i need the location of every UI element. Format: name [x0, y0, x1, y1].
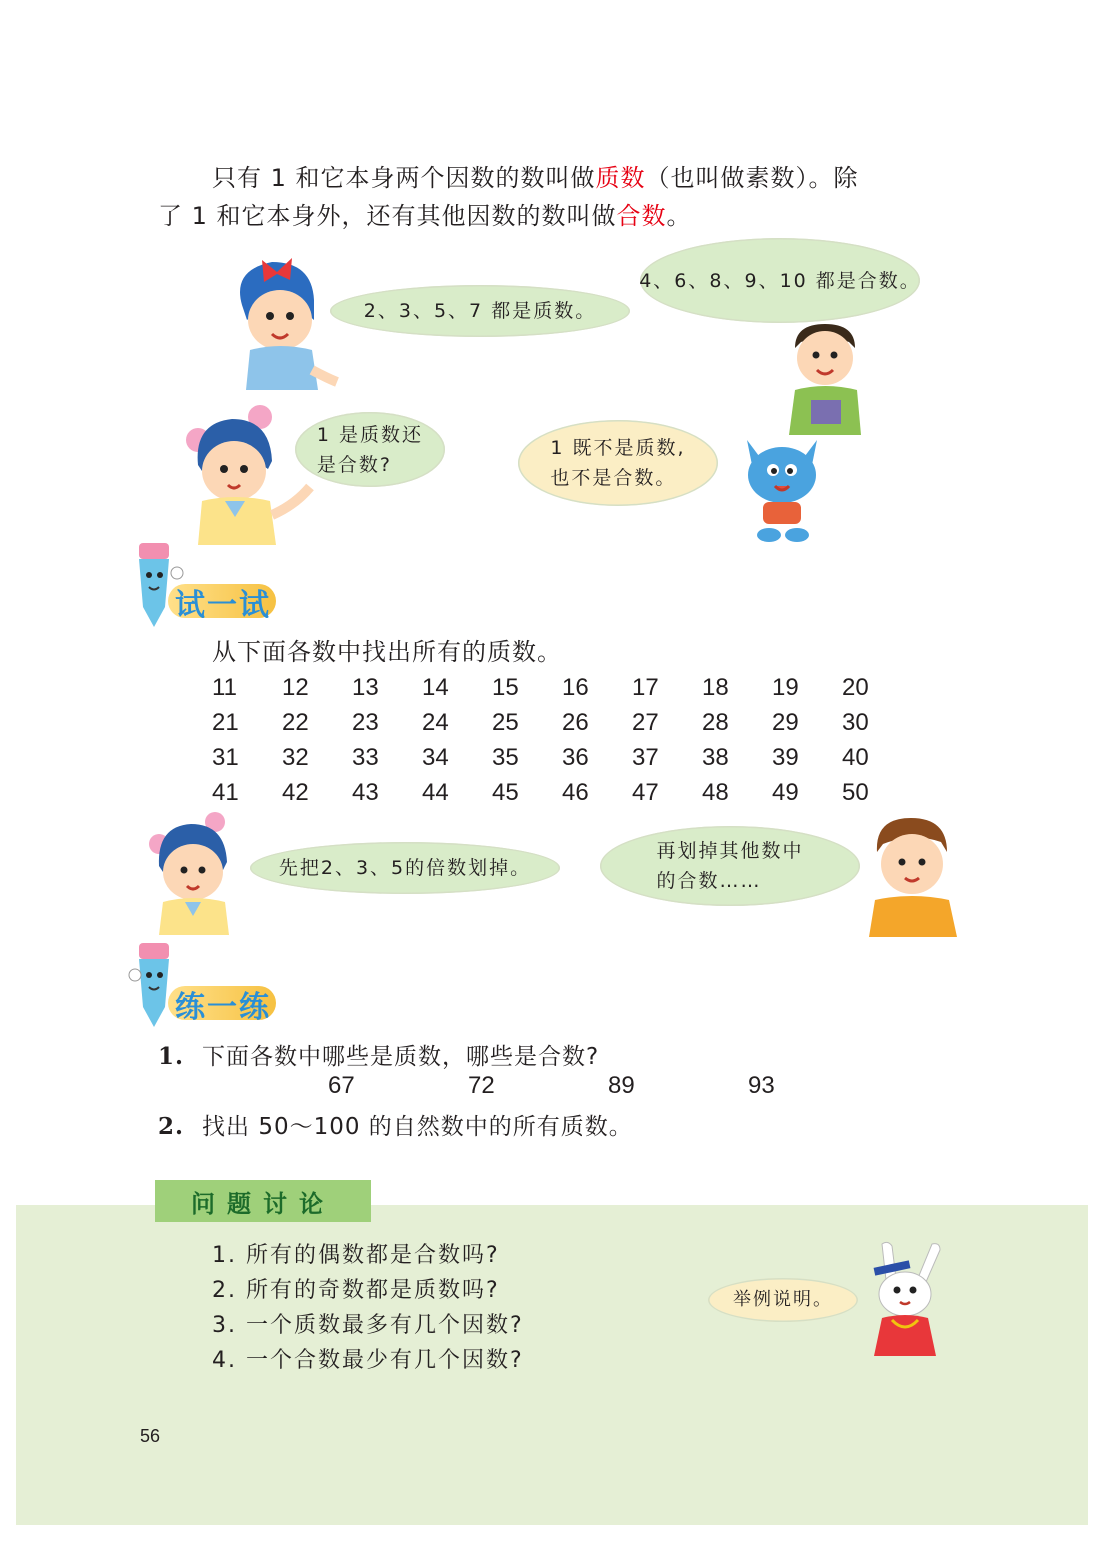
boy-illustration: [785, 320, 865, 435]
term-prime: 质数: [595, 164, 646, 192]
discussion-item: 3. 一个质数最多有几个因数?: [212, 1313, 524, 1338]
number-cell: 45: [492, 778, 519, 806]
number-cell: 37: [632, 743, 659, 771]
bubble-text: 举例说明。: [733, 1289, 833, 1310]
intro-text: 。: [666, 202, 692, 230]
number-grid-row: [212, 740, 912, 775]
number-grid-row: [212, 775, 912, 810]
number-cell: 29: [772, 708, 799, 736]
try-it-title: 试一试: [175, 588, 271, 623]
number-cell: 32: [282, 743, 309, 771]
value-item: 93: [748, 1072, 775, 1099]
number-cell: 27: [632, 708, 659, 736]
bubble-text: 也不是合数。: [550, 467, 677, 489]
page-number: 56: [140, 1426, 161, 1446]
number-cell: 24: [422, 708, 449, 736]
number-cell: 47: [632, 778, 659, 806]
number-cell: 23: [352, 708, 379, 736]
number-cell: 49: [772, 778, 799, 806]
intro-line-2: [158, 196, 692, 236]
number-cell: 38: [702, 743, 729, 771]
exercise-text: 下面各数中哪些是质数，哪些是合数?: [202, 1044, 600, 1070]
bubble-text: 2、3、5、7 都是质数。: [363, 300, 597, 322]
bubble-text: 的合数……: [656, 870, 762, 892]
term-composite: 合数: [616, 202, 667, 230]
discussion-item: 1. 所有的偶数都是合数吗?: [212, 1243, 500, 1268]
number-cell: 16: [562, 673, 589, 701]
bubble-text: 1 既不是质数,: [550, 437, 686, 459]
number-cell: 22: [282, 708, 309, 736]
bubble-text: 1 是质数还: [316, 423, 424, 446]
number-cell: 25: [492, 708, 519, 736]
bubble-text: 4、6、8、9、10 都是合数。: [639, 269, 921, 292]
number-cell: 15: [492, 673, 519, 701]
number-cell: 18: [702, 673, 729, 701]
number-cell: 31: [212, 743, 239, 771]
number-cell: 13: [352, 673, 379, 701]
intro-text: 只有 1 和它本身两个因数的数叫做: [212, 164, 596, 192]
exercise-number: 2.: [158, 1113, 185, 1140]
discussion-item: 4. 一个合数最少有几个因数?: [212, 1348, 524, 1373]
speech-bubble-composites: [640, 238, 920, 323]
number-cell: 46: [562, 778, 589, 806]
number-cell: 19: [772, 673, 799, 701]
number-cell: 36: [562, 743, 589, 771]
boy-illustration: [865, 812, 960, 937]
number-cell: 42: [282, 778, 309, 806]
number-cell: 48: [702, 778, 729, 806]
girl-illustration: [222, 250, 342, 390]
number-cell: 33: [352, 743, 379, 771]
number-cell: 30: [842, 708, 869, 736]
practice-title: 练一练: [175, 990, 271, 1025]
exercise-2: [158, 1108, 633, 1141]
speech-bubble-cross-multiples: [250, 842, 560, 894]
value-item: 72: [468, 1072, 495, 1099]
number-cell: 26: [562, 708, 589, 736]
intro-text: （也叫做素数）。除: [645, 164, 859, 192]
discussion-item: 2. 所有的奇数都是质数吗?: [212, 1278, 500, 1303]
bubble-text: 先把2、3、5的倍数划掉。: [278, 857, 532, 879]
girl-with-bows-illustration: [180, 405, 320, 545]
girl-with-bows-illustration: [145, 810, 245, 935]
intro-line-1: [212, 158, 859, 198]
blue-cat-illustration: [735, 430, 830, 545]
speech-bubble-give-examples: [708, 1278, 858, 1322]
number-grid: [212, 670, 912, 810]
number-cell: 34: [422, 743, 449, 771]
number-cell: 40: [842, 743, 869, 771]
speech-bubble-answer: [518, 420, 718, 506]
number-cell: 41: [212, 778, 239, 806]
try-it-prompt: 从下面各数中找出所有的质数。: [212, 638, 562, 666]
value-item: 89: [608, 1072, 635, 1099]
exercise-number: 1.: [158, 1043, 185, 1070]
number-cell: 50: [842, 778, 869, 806]
rabbit-professor-illustration: [860, 1238, 950, 1363]
number-cell: 35: [492, 743, 519, 771]
number-cell: 44: [422, 778, 449, 806]
exercise-1: [158, 1038, 599, 1071]
bubble-text: 再划掉其他数中: [656, 840, 804, 862]
number-cell: 43: [352, 778, 379, 806]
value-item: 67: [328, 1072, 355, 1099]
number-cell: 21: [212, 708, 239, 736]
intro-text: 了 1 和它本身外，还有其他因数的数叫做: [158, 202, 617, 230]
number-cell: 17: [632, 673, 659, 701]
speech-bubble-question: [295, 412, 445, 487]
bubble-text: 是合数?: [316, 453, 393, 476]
number-cell: 11: [212, 673, 237, 701]
number-cell: 39: [772, 743, 799, 771]
number-cell: 12: [282, 673, 309, 701]
exercise-1-values: [328, 1072, 808, 1100]
discussion-title: 问题讨论: [155, 1180, 371, 1222]
speech-bubble-cross-composites: [600, 826, 860, 906]
number-grid-row: [212, 670, 912, 705]
speech-bubble-primes: [330, 285, 630, 337]
number-grid-row: [212, 705, 912, 740]
number-cell: 28: [702, 708, 729, 736]
number-cell: 14: [422, 673, 449, 701]
exercise-text: 找出 50～100 的自然数中的所有质数。: [202, 1114, 633, 1140]
number-cell: 20: [842, 673, 869, 701]
